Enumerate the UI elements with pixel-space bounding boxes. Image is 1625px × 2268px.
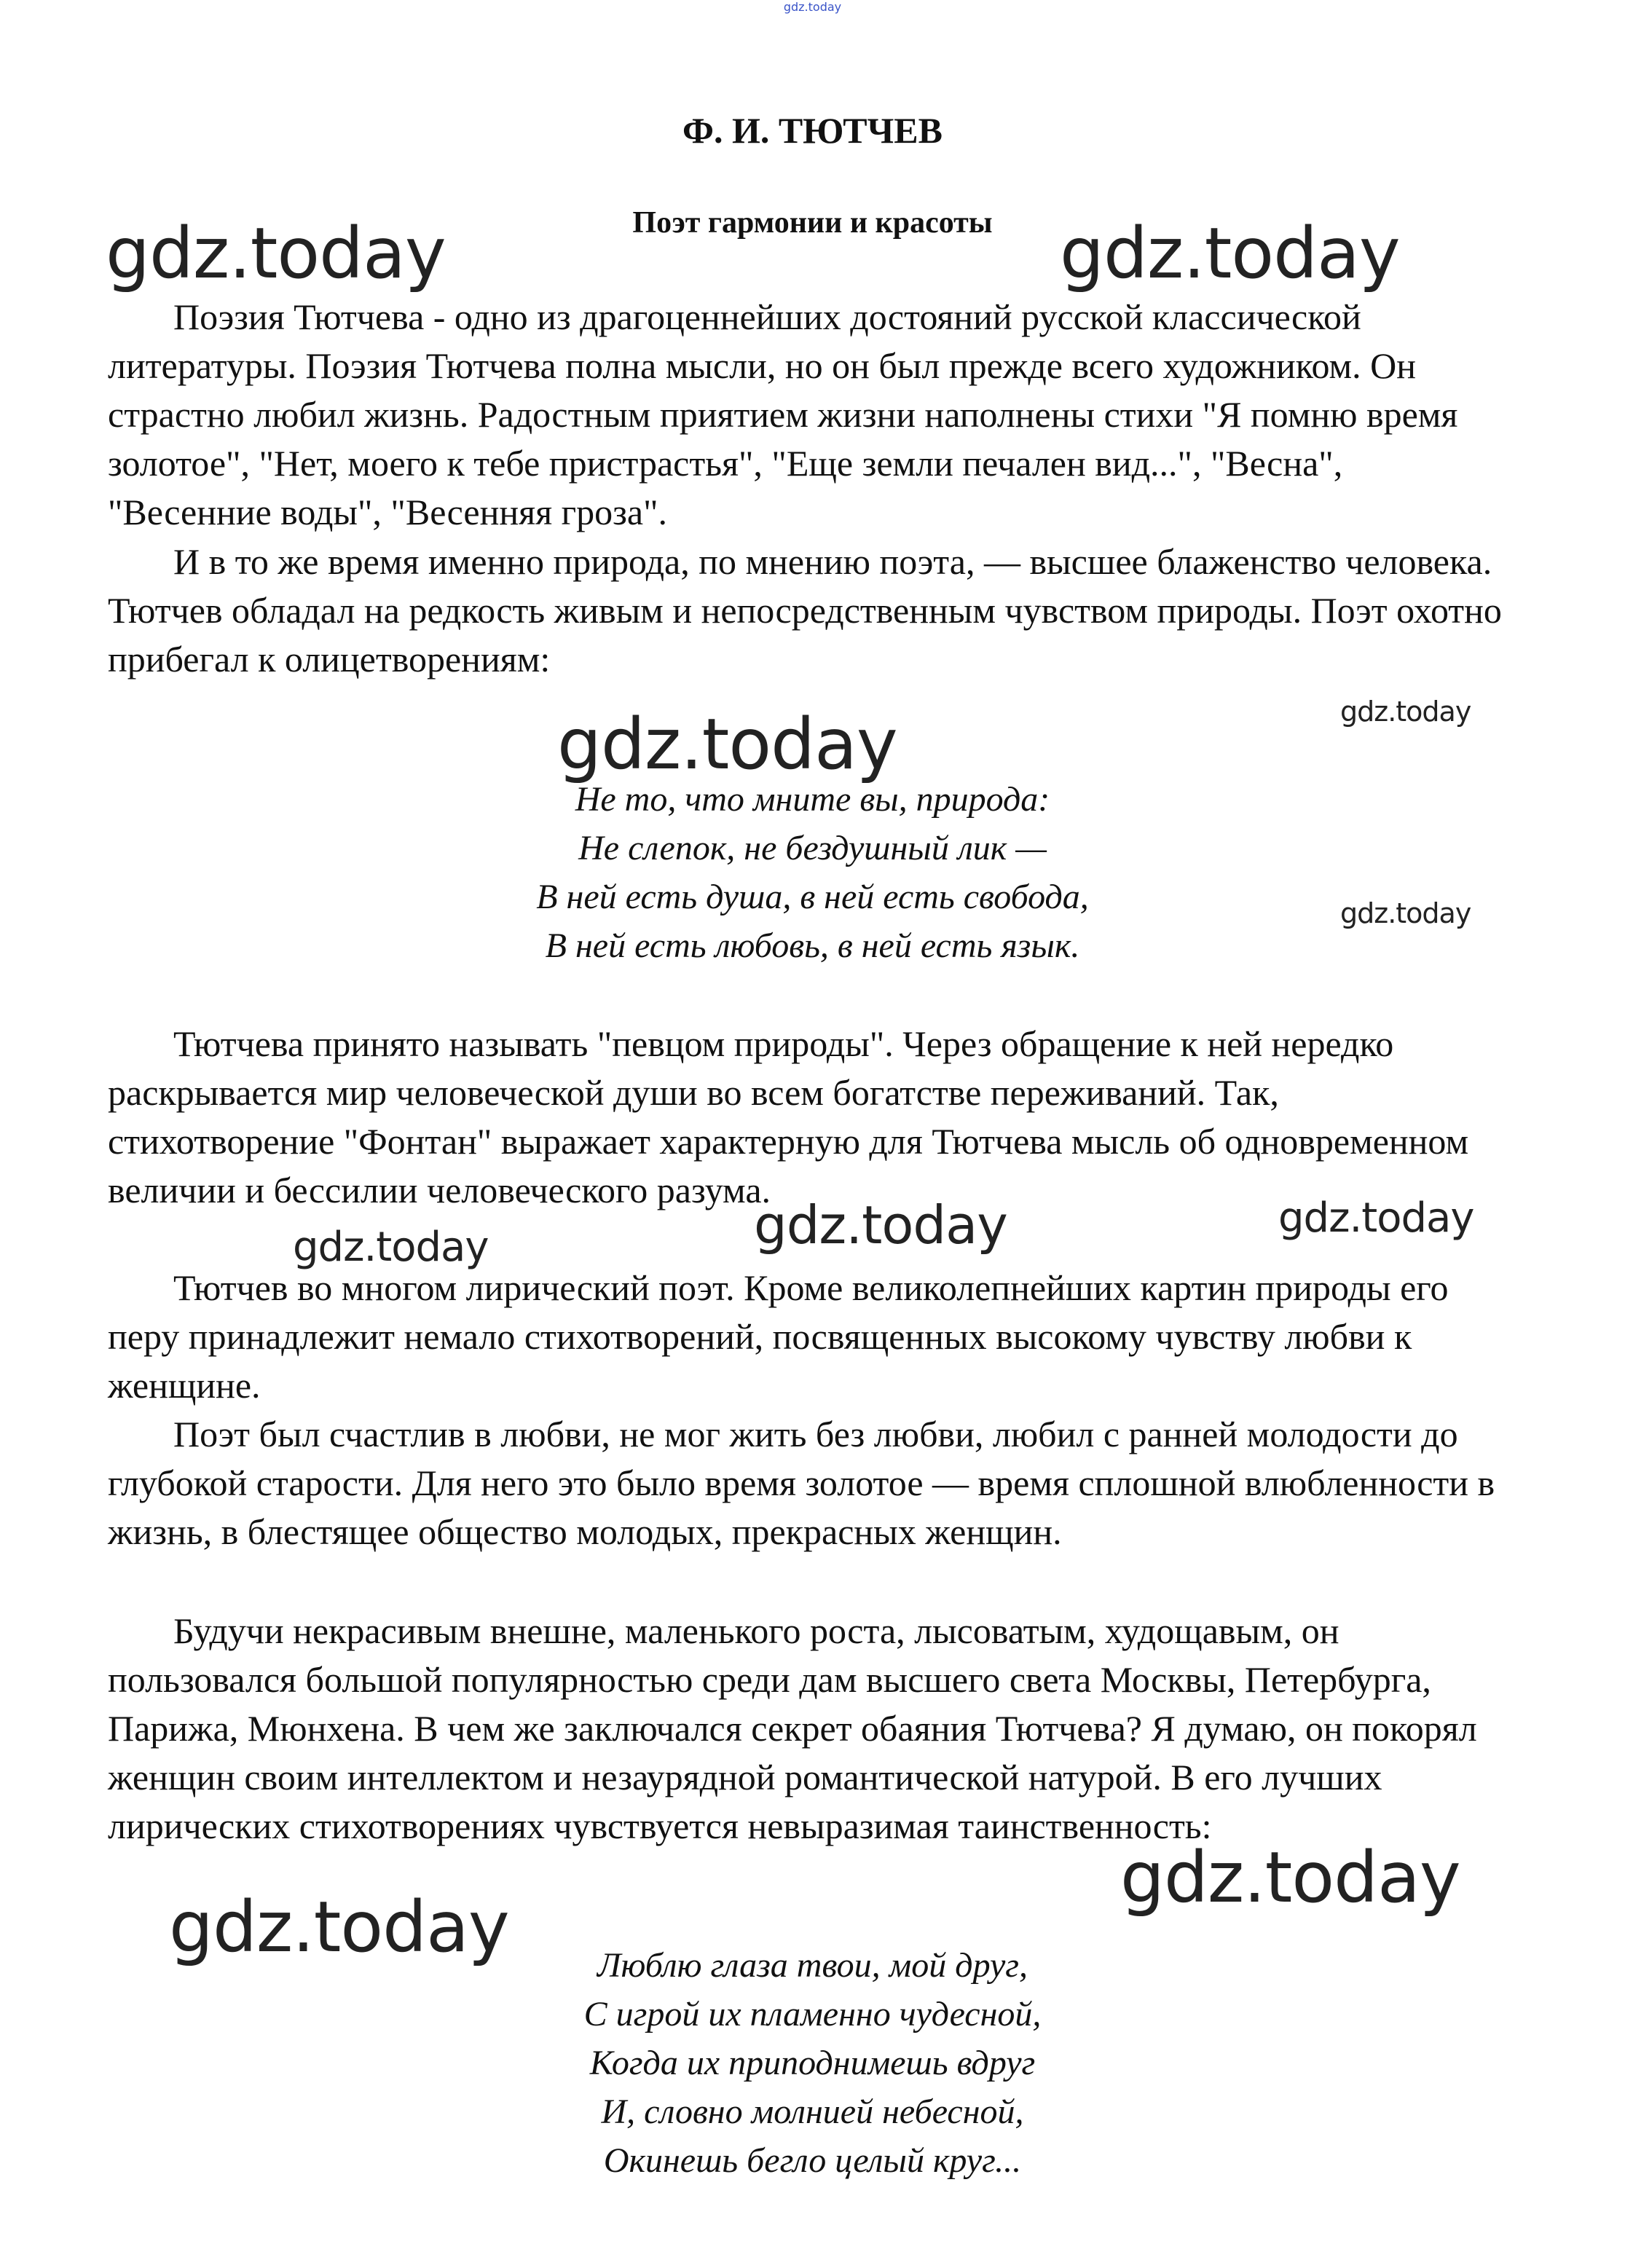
paragraph-text: Поэзия Тютчева - одно из драгоценнейших достояний русской классической литературы. Поэзия Тютчева полна мысли, но он был прежде всего художником. Он страстно любил жизнь. Радостным приятием жизни наполнены стихи "Я помню время золотое", "Нет, моего к тебе пристрастья", "Еще земли печален вид...", "Весна", "Весенние воды", "Весенняя гроза". xyxy=(108,296,1458,532)
page-title: Ф. И. ТЮТЧЕВ xyxy=(682,110,943,151)
watermark: gdz.today xyxy=(1278,1194,1474,1242)
paragraph-text: Тютчев во многом лирический поэт. Кроме великолепнейших картин природы его перу принадлежит немало стихотворений, посвященных высокому чувству любви к женщине. xyxy=(108,1267,1449,1406)
paragraph-4 xyxy=(108,1264,1506,1410)
paragraph-6 xyxy=(108,1607,1506,1851)
watermark: gdz.today xyxy=(169,1886,509,1968)
poem-line: В ней есть душа, в ней есть свобода, xyxy=(536,878,1089,916)
poem-line: С игрой их пламенно чудесной, xyxy=(583,1995,1042,2033)
paragraph-text: Тютчева принято называть "певцом природы". Через обращение к ней нередко раскрывается мир человеческой души во всем богатстве переживаний. Так, стихотворение "Фонтан" выражает характерную для Тютчева мысль об одновременном величии и бессилии человеческого разума. xyxy=(108,1023,1469,1210)
watermark: gdz.today xyxy=(1340,696,1471,728)
page-subtitle: Поэт гармонии и красоты xyxy=(632,206,993,240)
poem-line: Когда их приподнимешь вдруг xyxy=(589,2044,1036,2082)
poem-line: В ней есть любовь, в ней есть язык. xyxy=(545,926,1080,965)
poem-line: Не слепок, не бездушный лик — xyxy=(578,829,1047,867)
poem-quote-2 xyxy=(0,1941,1625,2185)
poem-quote-1 xyxy=(0,775,1625,970)
paragraph-3 xyxy=(108,1020,1506,1215)
poem-line: Люблю глаза твои, мой друг, xyxy=(597,1946,1028,1985)
watermark: gdz.today xyxy=(106,213,446,294)
paragraph-text: Будучи некрасивым внешне, маленького роста, лысоватым, худощавым, он пользовался большой популярностью среди дам высшего света Москвы, Петербурга, Парижа, Мюнхена. В чем же заключался секрет обаяния Тютчева? Я думаю, он покорял женщин своим интеллектом и незаурядной романтической натурой. В его лучших лирических стихотворениях чувствуется невыразимая таинственность: xyxy=(108,1610,1477,1846)
watermark: gdz.today xyxy=(293,1224,489,1271)
top-watermark: gdz.today xyxy=(783,0,842,14)
watermark: gdz.today xyxy=(1120,1837,1460,1918)
watermark: gdz.today xyxy=(1060,213,1400,294)
paragraph-2 xyxy=(108,538,1506,684)
watermark: gdz.today xyxy=(754,1194,1007,1256)
poem-line: И, словно молнией небесной, xyxy=(601,2092,1024,2131)
poem-line: Не то, что мните вы, природа: xyxy=(575,780,1050,819)
paragraph-5 xyxy=(108,1410,1506,1556)
paragraph-text: И в то же время именно природа, по мнению поэта, — высшее блаженство человека. Тютчев обладал на редкость живым и непосредственным чувством природы. Поэт охотно прибегал к олицетворениям: xyxy=(108,541,1502,680)
poem-line: Окинешь бегло целый круг... xyxy=(603,2141,1022,2180)
watermark: gdz.today xyxy=(557,704,897,785)
watermark: gdz.today xyxy=(1340,897,1471,929)
paragraph-text: Поэт был счастлив в любви, не мог жить без любви, любил с ранней молодости до глубокой старости. Для него это было время золотое — время сплошной влюбленности в жизнь, в блестящее общество молодых, прекрасных женщин. xyxy=(108,1414,1495,1552)
paragraph-1 xyxy=(108,293,1506,537)
